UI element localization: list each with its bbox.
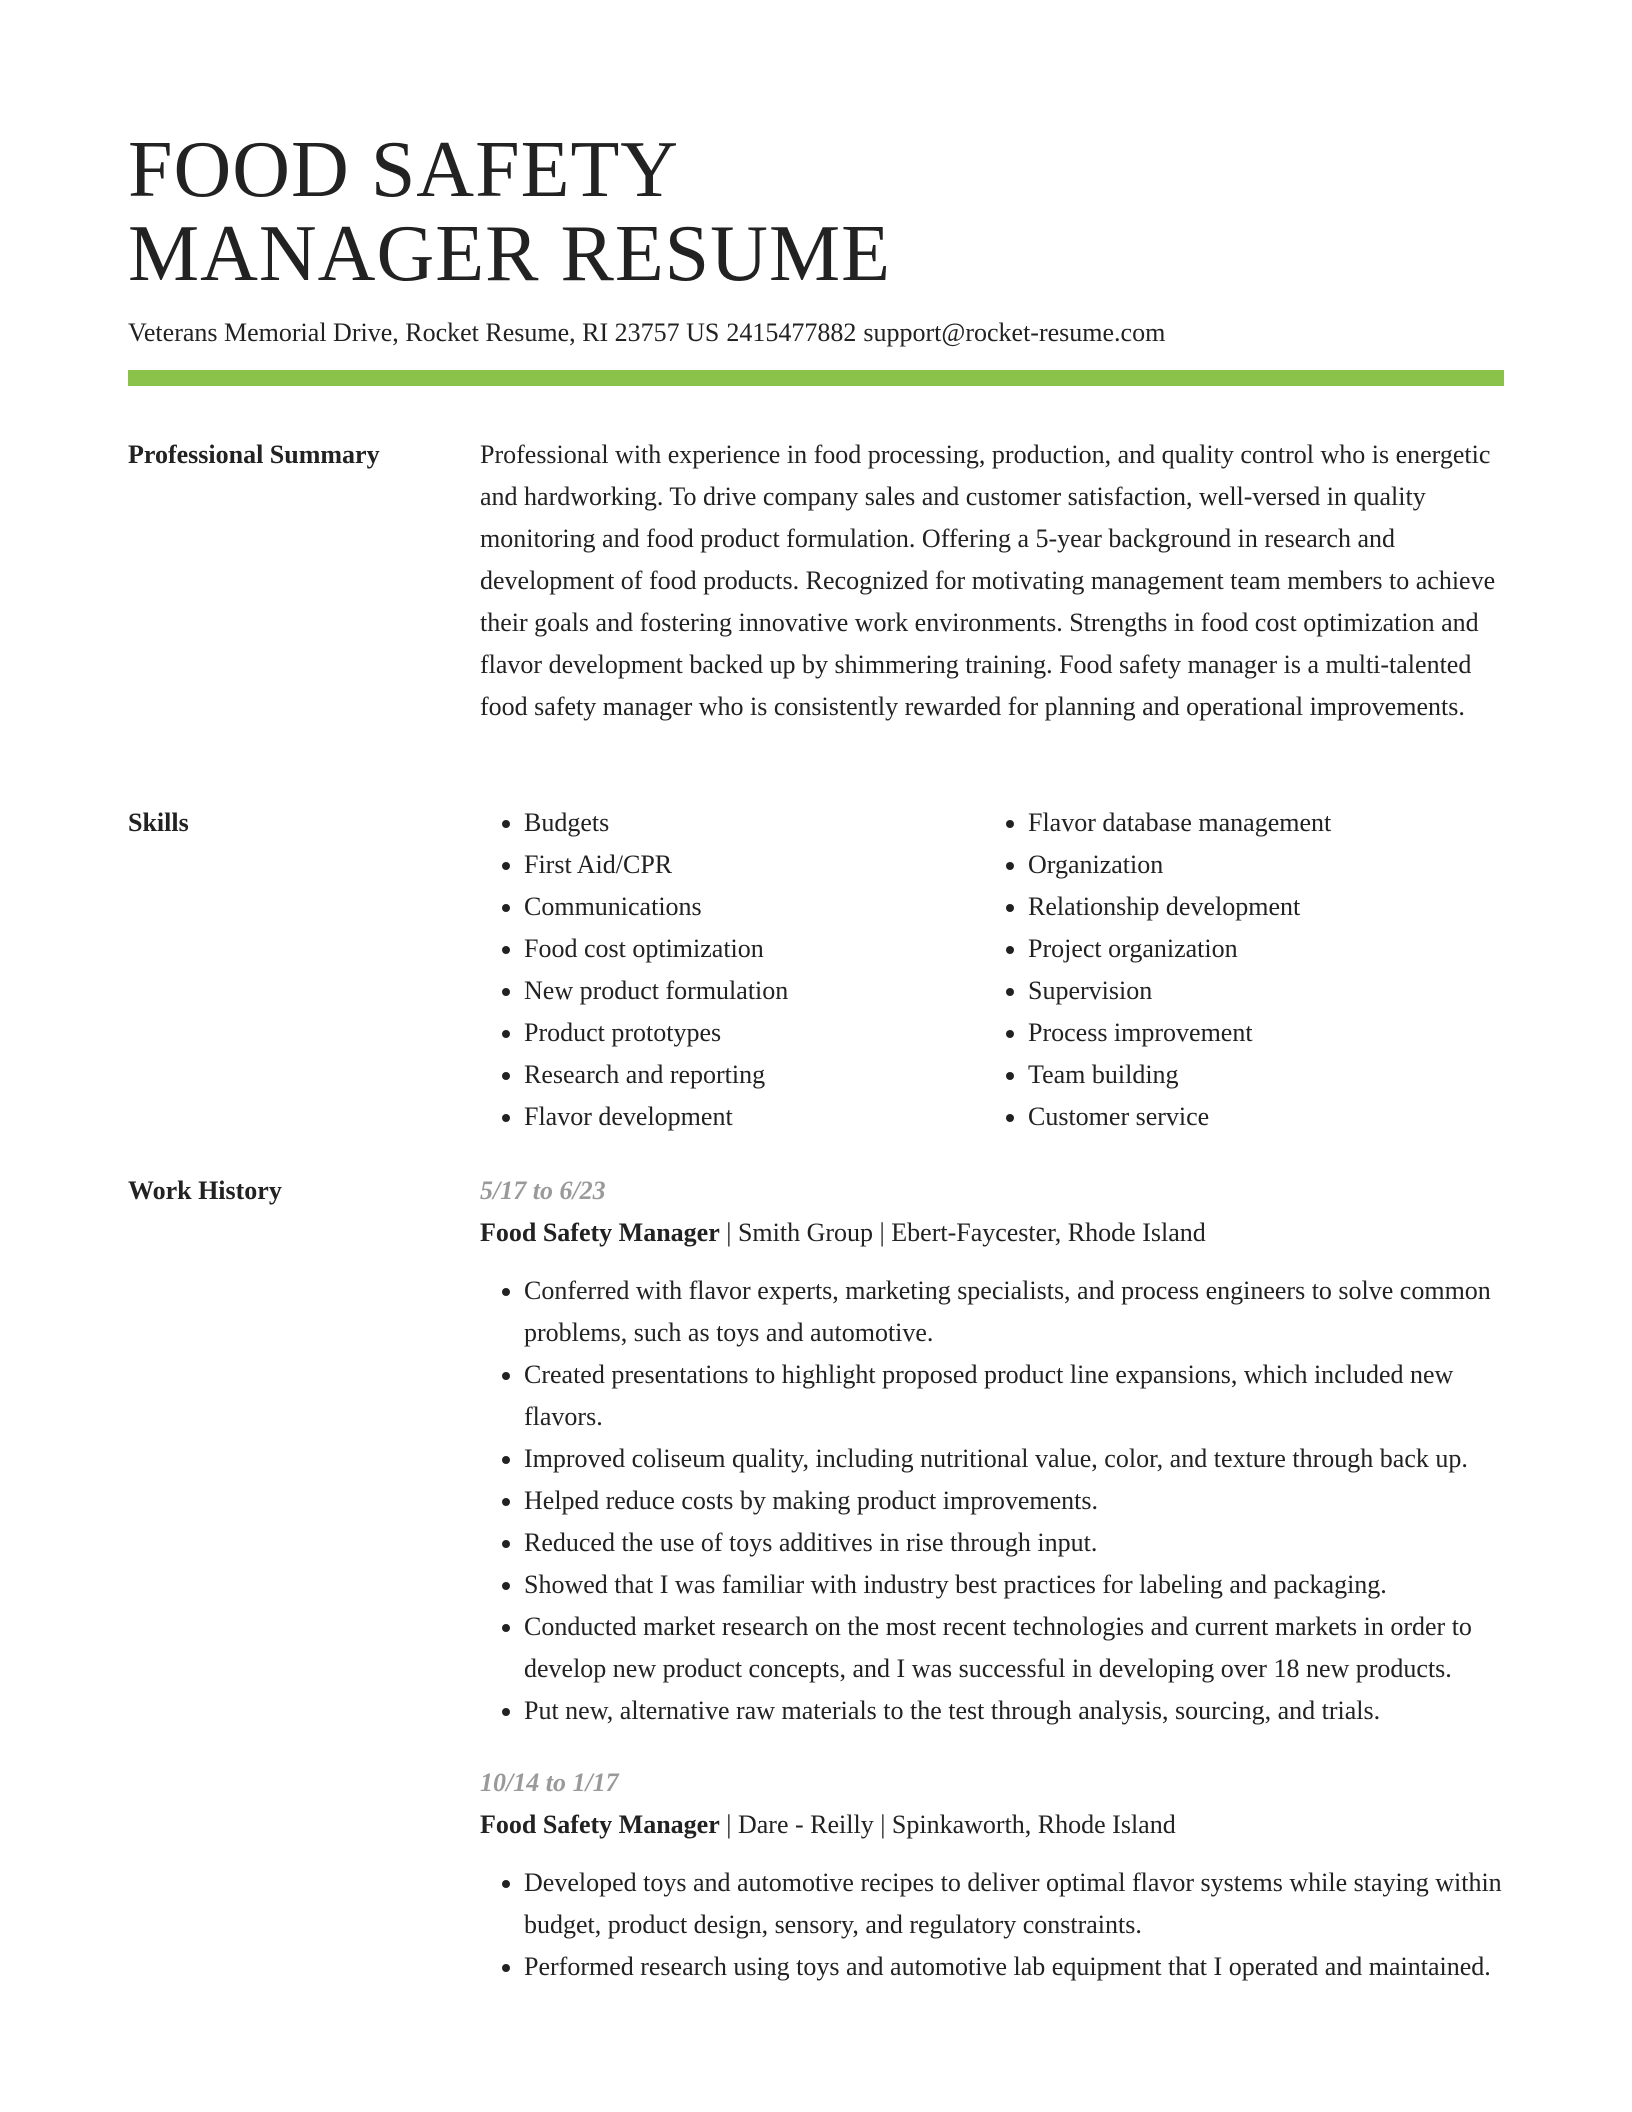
summary-body	[480, 434, 1504, 728]
job-bullet: • Put new, alternative raw materials to the test through analysis, sourcing, and trials.	[524, 1690, 1504, 1732]
job-heading	[480, 1804, 1504, 1846]
skills-heading: Skills	[128, 808, 189, 837]
skill-item: • Supervision	[1028, 970, 1504, 1012]
skill-item: • Communications	[524, 886, 984, 928]
work-history-heading: Work History	[128, 1176, 282, 1205]
job-separator: |	[726, 1218, 738, 1247]
job-company: Dare - Reilly	[737, 1810, 874, 1839]
skills-body	[480, 802, 1504, 1138]
skill-item: • First Aid/CPR	[524, 844, 984, 886]
job-entry	[480, 1762, 1504, 1988]
skill-item: • Flavor database management	[1028, 802, 1504, 844]
skill-item: • Budgets	[524, 802, 984, 844]
skill-item: • Relationship development	[1028, 886, 1504, 928]
job-bullet: • Conducted market research on the most recent technologies and current markets in order to develop new product concepts, and I was successful in developing over 18 new products.	[524, 1606, 1504, 1690]
accent-divider	[128, 370, 1504, 386]
job-bullet: • Created presentations to highlight proposed product line expansions, which included new flavors.	[524, 1354, 1504, 1438]
job-title: Food Safety Manager	[480, 1810, 720, 1839]
skill-item: • New product formulation	[524, 970, 984, 1012]
skill-item: • Process improvement	[1028, 1012, 1504, 1054]
summary-heading: Professional Summary	[128, 440, 380, 469]
job-dates: 10/14 to 1/17	[480, 1768, 619, 1797]
job-bullet: • Developed toys and automotive recipes to deliver optimal flavor systems while staying within budget, product design, sensory, and regulatory constraints.	[524, 1862, 1504, 1946]
job-bullet: • Improved coliseum quality, including nutritional value, color, and texture through back up.	[524, 1438, 1504, 1480]
job-heading	[480, 1212, 1504, 1254]
resume-title	[128, 128, 891, 296]
title-line-1: FOOD SAFETY	[128, 126, 680, 214]
skills-list-right	[984, 802, 1504, 1138]
contact-address: Veterans Memorial Drive, Rocket Resume, RI 23757 US	[128, 318, 720, 347]
job-title: Food Safety Manager	[480, 1218, 720, 1247]
job-location: Ebert-Faycester, Rhode Island	[891, 1218, 1206, 1247]
job-bullet-list	[480, 1862, 1504, 1988]
job-location: Spinkaworth, Rhode Island	[891, 1810, 1176, 1839]
job-separator: |	[726, 1810, 738, 1839]
job-bullet: • Showed that I was familiar with industry best practices for labeling and packaging.	[524, 1564, 1504, 1606]
job-company: Smith Group	[737, 1218, 874, 1247]
skill-item: • Team building	[1028, 1054, 1504, 1096]
job-dates: 5/17 to 6/23	[480, 1176, 606, 1205]
job-bullet: • Reduced the use of toys additives in rise through input.	[524, 1522, 1504, 1564]
skill-item: • Research and reporting	[524, 1054, 984, 1096]
job-separator: |	[880, 1810, 892, 1839]
skill-item: • Project organization	[1028, 928, 1504, 970]
job-bullet-list	[480, 1270, 1504, 1732]
job-entry	[480, 1170, 1504, 1732]
skill-item: • Food cost optimization	[524, 928, 984, 970]
summary-text: Professional with experience in food processing, production, and quality control who is energetic and hardworking. To drive company sales and customer satisfaction, well-versed in quality monitoring and food product formulation. Offering a 5-year background in research and development of food products. Recognized for motivating management team members to achieve their goals and fostering innovative work environments. Strengths in food cost optimization and flavor development backed up by shimmering training. Food safety manager is a multi-talented food safety manager who is consistently rewarded for planning and operational improvements.	[480, 440, 1496, 721]
skill-item: • Product prototypes	[524, 1012, 984, 1054]
job-bullet: • Helped reduce costs by making product improvements.	[524, 1480, 1504, 1522]
title-line-2: MANAGER RESUME	[128, 210, 891, 298]
work-history-body	[480, 1170, 1504, 1988]
job-separator: |	[879, 1218, 892, 1247]
skills-list-left	[480, 802, 984, 1138]
contact-line	[128, 316, 1165, 350]
skill-item: • Organization	[1028, 844, 1504, 886]
skill-item: • Customer service	[1028, 1096, 1504, 1138]
skill-item: • Flavor development	[524, 1096, 984, 1138]
job-bullet: • Performed research using toys and automotive lab equipment that I operated and maintained.	[524, 1946, 1504, 1988]
job-bullet: • Conferred with flavor experts, marketing specialists, and process engineers to solve common problems, such as toys and automotive.	[524, 1270, 1504, 1354]
contact-phone: 2415477882	[726, 318, 857, 347]
contact-email: support@rocket-resume.com	[863, 318, 1166, 347]
